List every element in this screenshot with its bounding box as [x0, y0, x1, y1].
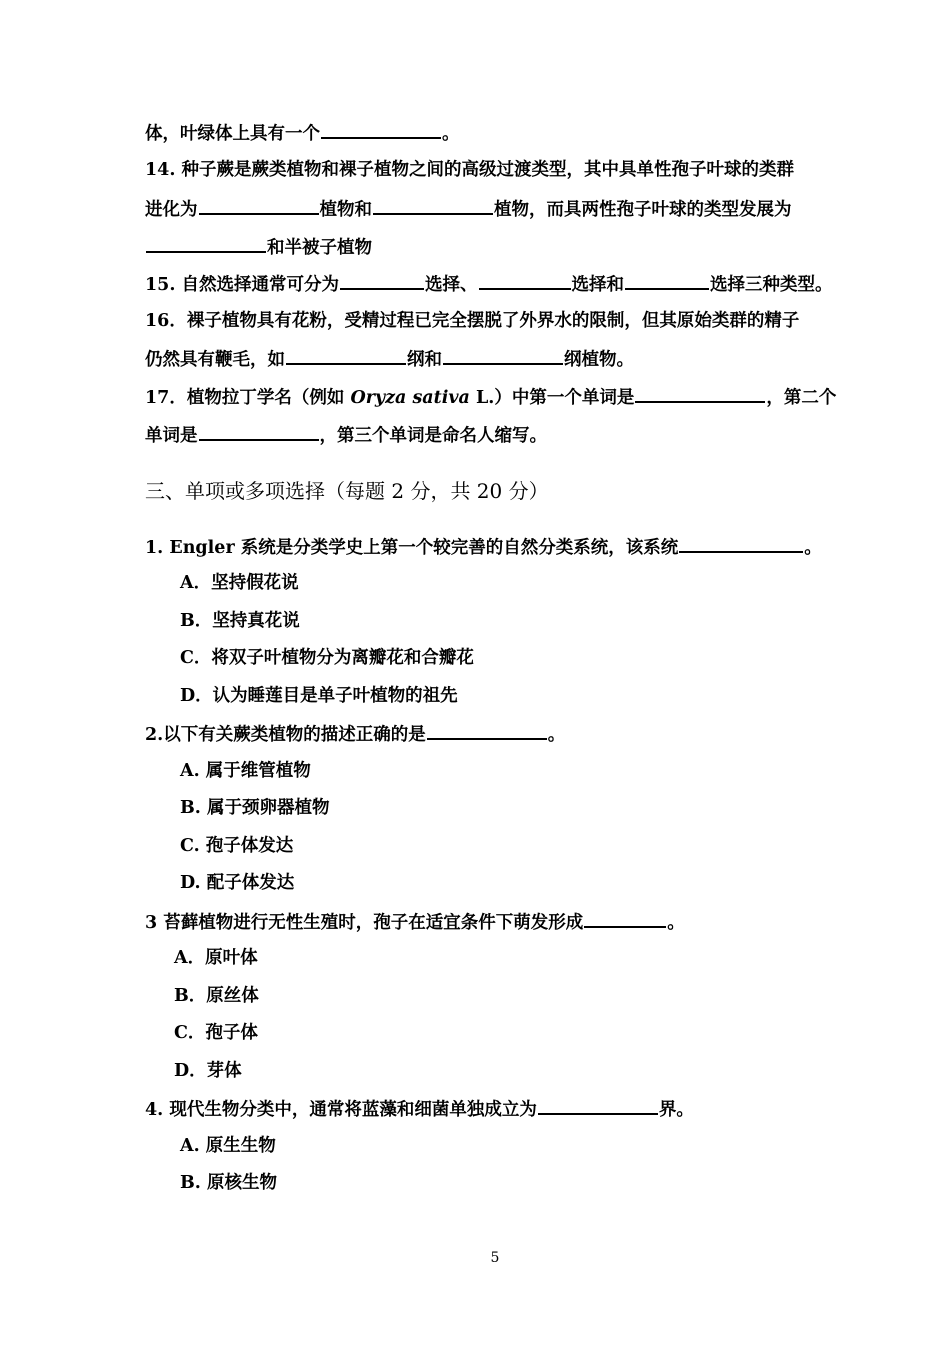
mc1-option-c[interactable]: C．将双子叶植物分为离瓣花和合瓣花 — [180, 648, 474, 668]
mc3-option-c[interactable]: C．孢子体 — [174, 1023, 258, 1043]
mc1-stem: 1. Engler 系统是分类学史上第一个较完善的自然分类系统，该系统 。 — [145, 534, 822, 560]
mc2-stem: 2.以下有关蕨类植物的描述正确的是 。 — [145, 721, 565, 747]
mc1-option-b[interactable]: B．坚持真花说 — [180, 611, 300, 631]
answer-blank[interactable] — [679, 534, 803, 553]
answer-blank[interactable] — [538, 1096, 658, 1115]
q16-line-2: 仍然具有鞭毛，如 纲和 纲植物。 — [145, 346, 634, 372]
q17-line-2: 单词是 ，第三个单词是命名人缩写。 — [145, 422, 547, 448]
mc4-option-b[interactable]: B. 原核生物 — [180, 1173, 277, 1193]
mc2-option-c[interactable]: C. 孢子体发达 — [180, 836, 294, 856]
q14-line-2: 进化为 植物和 植物，而具两性孢子叶球的类型发展为 — [145, 196, 792, 222]
mc4-stem: 4. 现代生物分类中，通常将蓝藻和细菌单独成立为 界。 — [145, 1096, 694, 1122]
mc4-option-a[interactable]: A. 原生生物 — [180, 1136, 276, 1156]
latin-name-example: Oryza sativa — [350, 388, 470, 408]
fill-blank[interactable] — [479, 271, 571, 290]
mc2-option-d[interactable]: D. 配子体发达 — [180, 873, 295, 893]
fill-blank[interactable] — [286, 346, 406, 365]
fill-blank[interactable] — [146, 234, 266, 253]
mc3-option-b[interactable]: B．原丝体 — [174, 986, 259, 1006]
mc3-option-a[interactable]: A．原叶体 — [174, 948, 258, 968]
mc3-stem: 3 苔藓植物进行无性生殖时，孢子在适宜条件下萌发形成 。 — [145, 909, 685, 935]
fill-blank[interactable] — [625, 271, 709, 290]
q16-line-1: 16．裸子植物具有花粉，受精过程已完全摆脱了外界水的限制，但其原始类群的精子 — [145, 311, 800, 331]
fill-blank[interactable] — [199, 422, 319, 441]
mc3-option-d[interactable]: D．芽体 — [174, 1061, 242, 1081]
fill-blank[interactable] — [340, 271, 424, 290]
mc2-option-b[interactable]: B. 属于颈卵器植物 — [180, 798, 330, 818]
mc1-option-a[interactable]: A．坚持假花说 — [180, 573, 299, 593]
fill-blank[interactable] — [443, 346, 563, 365]
q14-line-1: 14. 种子蕨是蕨类植物和裸子植物之间的高级过渡类型，其中具单性孢子叶球的类群 — [145, 160, 795, 180]
q14-line-3: 和半被子植物 — [145, 234, 372, 260]
mc2-option-a[interactable]: A. 属于维管植物 — [180, 761, 311, 781]
fill-blank[interactable] — [321, 120, 441, 139]
page-number: 5 — [490, 1250, 500, 1266]
q13-line: 体，叶绿体上具有一个 。 — [145, 120, 460, 146]
q17-line-1: 17．植物拉丁学名（例如 Oryza sativa L.）中第一个单词是 ，第二个 — [145, 384, 836, 410]
section-3-title: 三、单项或多项选择（每题 2 分，共 20 分） — [145, 479, 549, 503]
fill-blank[interactable] — [373, 196, 493, 215]
fill-blank[interactable] — [199, 196, 319, 215]
q15-line: 15. 自然选择通常可分为 选择、 选择和 选择三种类型。 — [145, 271, 833, 297]
answer-blank[interactable] — [584, 909, 666, 928]
fill-blank[interactable] — [635, 384, 765, 403]
mc1-option-d[interactable]: D．认为睡莲目是单子叶植物的祖先 — [180, 686, 458, 706]
answer-blank[interactable] — [427, 721, 547, 740]
